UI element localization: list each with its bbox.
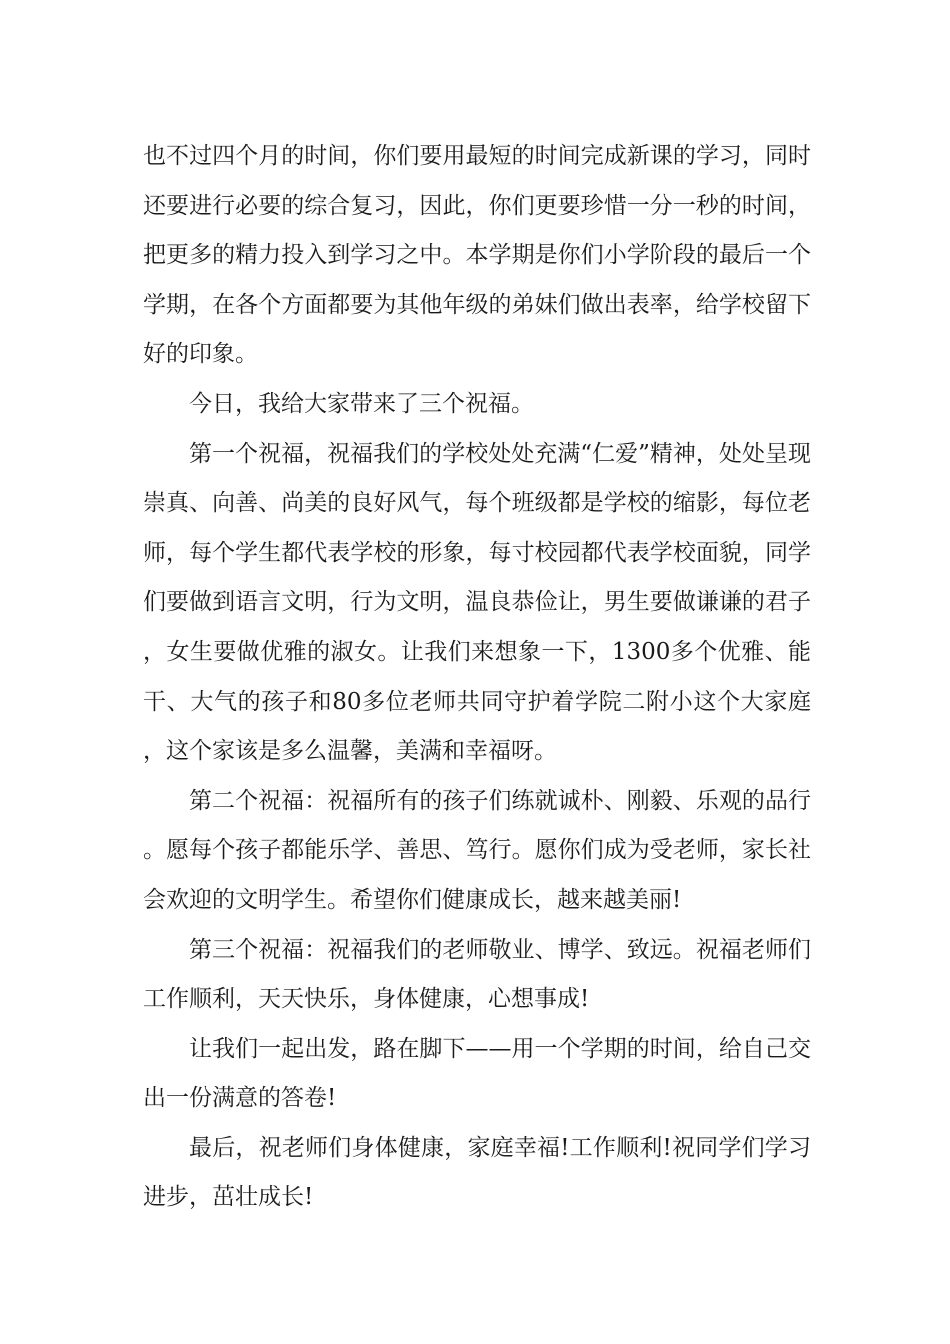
document-body xyxy=(143,132,811,1223)
paragraph-6: 让我们一起出发，路在脚下——用一个学期的时间，给自己交出一份满意的答卷! xyxy=(143,1035,811,1112)
paragraph-5: 第三个祝福：祝福我们的老师敬业、博学、致远。祝福老师们工作顺利，天天快乐，身体健康，心想事成! xyxy=(143,936,811,1013)
paragraph-1: 也不过四个月的时间，你们要用最短的时间完成新课的学习，同时还要进行必要的综合复习，因此，你们更要珍惜一分一秒的时间，把更多的精力投入到学习之中。本学期是你们小学阶段的最后一个学期，在各个方面都要为其他年级的弟妹们做出表率，给学校留下好的印象。 xyxy=(143,143,811,368)
paragraph-2: 今日，我给大家带来了三个祝福。 xyxy=(189,390,534,417)
paragraph-3: 第一个祝福，祝福我们的学校处处充满“仁爱”精神，处处呈现崇真、向善、尚美的良好风气，每个班级都是学校的缩影，每位老师，每个学生都代表学校的形象，每寸校园都代表学校面貌，同学们要做到语言文明，行为文明，温良恭俭让，男生要做谦谦的君子，女生要做优雅的淑女。让我们来想象一下，1300多个优雅、能干、大气的孩子和80多位老师共同守护着学院二附小这个大家庭，这个家该是多么温馨，美满和幸福呀。 xyxy=(143,440,811,765)
paragraph-4: 第二个祝福：祝福所有的孩子们练就诚朴、刚毅、乐观的品行。愿每个孩子都能乐学、善思、笃行。愿你们成为受老师，家长社会欢迎的文明学生。希望你们健康成长，越来越美丽! xyxy=(143,787,811,913)
paragraph-7: 最后，祝老师们身体健康，家庭幸福!工作顺利!祝同学们学习进步，茁壮成长! xyxy=(143,1134,811,1211)
